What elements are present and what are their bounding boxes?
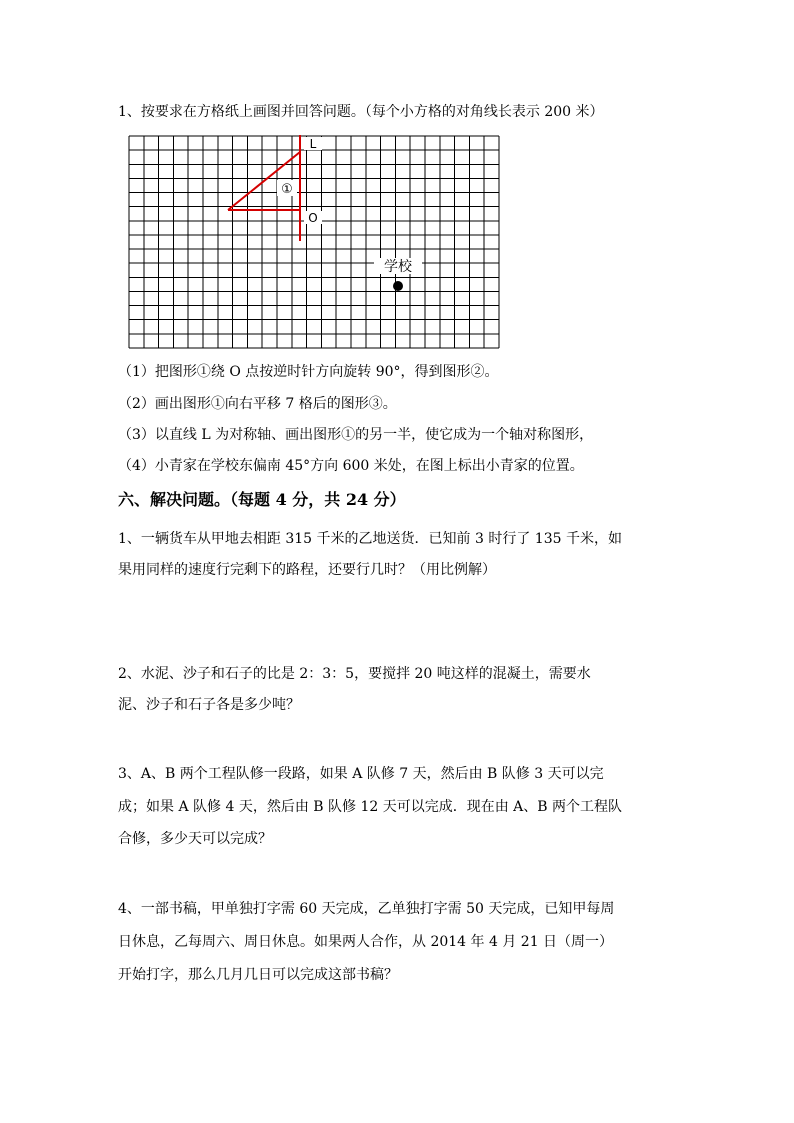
label-L: L	[309, 137, 317, 151]
problem-3-line-3: 合修，多少天可以完成？	[118, 831, 272, 847]
problem-2-line-1: 2、水泥、沙子和石子的比是 2：3：5，要搅拌 20 吨这样的混凝土，需要水	[118, 666, 591, 682]
problem-4-line-1: 4、一部书稿，甲单独打字需 60 天完成，乙单独打字需 50 天完成，已知甲每周	[118, 901, 615, 917]
problem-1-line-1: 1、一辆货车从甲地去相距 315 千米的乙地送货．已知前 3 时行了 135 千米，如	[118, 531, 622, 547]
problem-2-line-2: 泥、沙子和石子各是多少吨？	[118, 697, 300, 713]
q1-task-2: （2）画出图形①向右平移 7 格后的图形③。	[118, 396, 397, 412]
problem-3-line-1: 3、A、B 两个工程队修一段路，如果 A 队修 7 天，然后由 B 队修 3 天可以完	[118, 766, 604, 782]
problem-3-line-2: 成；如果 A 队修 4 天，然后由 B 队修 12 天可以完成．现在由 A、B 两个工程队	[118, 799, 623, 815]
grid-paper	[128, 135, 500, 349]
label-school: 学校	[384, 259, 412, 275]
label-shape-1: ①	[281, 182, 293, 197]
section6-heading: 六、解决问题。（每题 4 分，共 24 分）	[118, 490, 406, 509]
q1-task-4: （4）小青家在学校东偏南 45°方向 600 米处，在图上标出小青家的位置。	[118, 458, 584, 474]
q1-task-1: （1）把图形①绕 O 点按逆时针方向旋转 90°，得到图形②。	[118, 364, 499, 380]
problem-1-line-2: 果用同样的速度行完剩下的路程，还要行几时？（用比例解）	[118, 562, 496, 578]
school-point	[393, 281, 403, 291]
q1-title: 1、按要求在方格纸上画图并回答问题。（每个小方格的对角线长表示 200 米）	[118, 104, 604, 120]
problem-4-line-3: 开始打字，那么几月几日可以完成这部书稿？	[118, 967, 398, 983]
q1-task-3: （3）以直线 L 为对称轴、画出图形①的另一半，使它成为一个轴对称图形，	[118, 427, 594, 443]
label-O: O	[308, 211, 318, 225]
problem-4-line-2: 日休息，乙每周六、周日休息。如果两人合作，从 2014 年 4 月 21 日（周一）	[118, 934, 614, 950]
